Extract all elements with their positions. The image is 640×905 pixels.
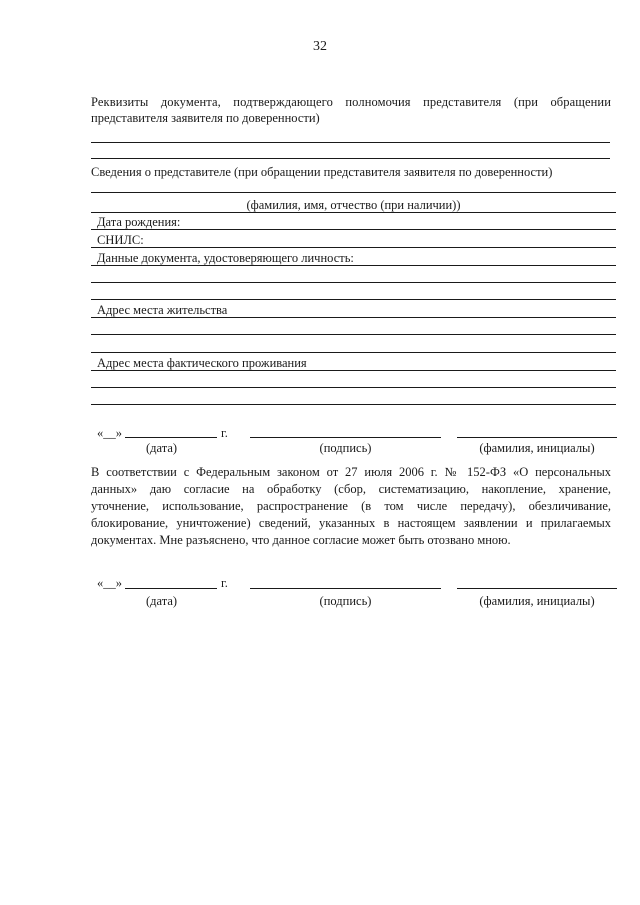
date-fill-line-2[interactable]	[125, 588, 217, 589]
actual-residence-line-1[interactable]	[91, 370, 616, 371]
fio-caption: (фамилия, имя, отчество (при наличии))	[246, 198, 461, 212]
rekvizity-line-2: представителя заявителя по доверенности)	[91, 111, 320, 125]
fio-lower-line	[91, 212, 616, 213]
consent-line-1: В соответствии с Федеральным законом от 27 июля 2006 г. № 152-ФЗ «О персональных	[91, 465, 611, 479]
date-caption-2: (дата)	[146, 594, 178, 608]
residence-label: Адрес места жительства	[97, 303, 228, 317]
actual-residence-label: Адрес места фактического проживания	[97, 356, 307, 370]
birth-date-label: Дата рождения:	[97, 215, 181, 229]
name-caption-1: (фамилия, инициалы)	[479, 441, 595, 455]
name-caption-2: (фамилия, инициалы)	[479, 594, 595, 608]
signature-caption-2: (подпись)	[319, 594, 372, 608]
svedeniya-heading: Сведения о представителе (при обращении представителя заявителя по доверенности)	[91, 165, 553, 179]
residence-line-1[interactable]	[91, 317, 616, 318]
actual-residence-line-3[interactable]	[91, 404, 616, 405]
consent-line-2: данных» даю согласие на обработку (сбор, систематизацию, накопление, хранение,	[91, 482, 611, 496]
consent-line-5: документах. Мне разъяснено, что данное согласие может быть отозвано мною.	[91, 533, 511, 547]
id-document-line-1[interactable]	[91, 265, 616, 266]
actual-residence-line-2[interactable]	[91, 387, 616, 388]
rekvizity-line-1: Реквизиты документа, подтверждающего полномочия представителя (при обращении	[91, 95, 611, 109]
date-caption-1: (дата)	[146, 441, 178, 455]
date-fill-line-1[interactable]	[125, 437, 217, 438]
id-document-line-2[interactable]	[91, 282, 616, 283]
snils-label: СНИЛС:	[97, 233, 144, 247]
rekvizity-fill-line-1[interactable]	[91, 142, 610, 143]
snils-line[interactable]	[91, 247, 616, 248]
birth-date-line[interactable]	[91, 229, 616, 230]
date-prefix-2: «__»	[97, 576, 122, 590]
page-number: 32	[313, 39, 327, 54]
signature-line-2[interactable]	[250, 588, 441, 589]
residence-line-3[interactable]	[91, 352, 616, 353]
name-line-2[interactable]	[457, 588, 617, 589]
rekvizity-fill-line-2[interactable]	[91, 158, 610, 159]
fio-fill-line[interactable]	[91, 192, 616, 193]
consent-line-4: блокирование, уничтожение) сведений, указанных в настоящем заявлении и прилагаемых	[91, 516, 611, 530]
date-prefix-1: «__»	[97, 426, 122, 440]
id-document-label: Данные документа, удостоверяющего личность:	[97, 251, 354, 265]
residence-line-2[interactable]	[91, 334, 616, 335]
id-document-line-3[interactable]	[91, 299, 616, 300]
consent-line-3: уточнение, использование, распространение (в том числе передачу), обезличивание,	[91, 499, 611, 513]
year-suffix-1: г.	[221, 426, 228, 440]
signature-caption-1: (подпись)	[319, 441, 372, 455]
signature-line-1[interactable]	[250, 437, 441, 438]
name-line-1[interactable]	[457, 437, 617, 438]
year-suffix-2: г.	[221, 576, 228, 590]
